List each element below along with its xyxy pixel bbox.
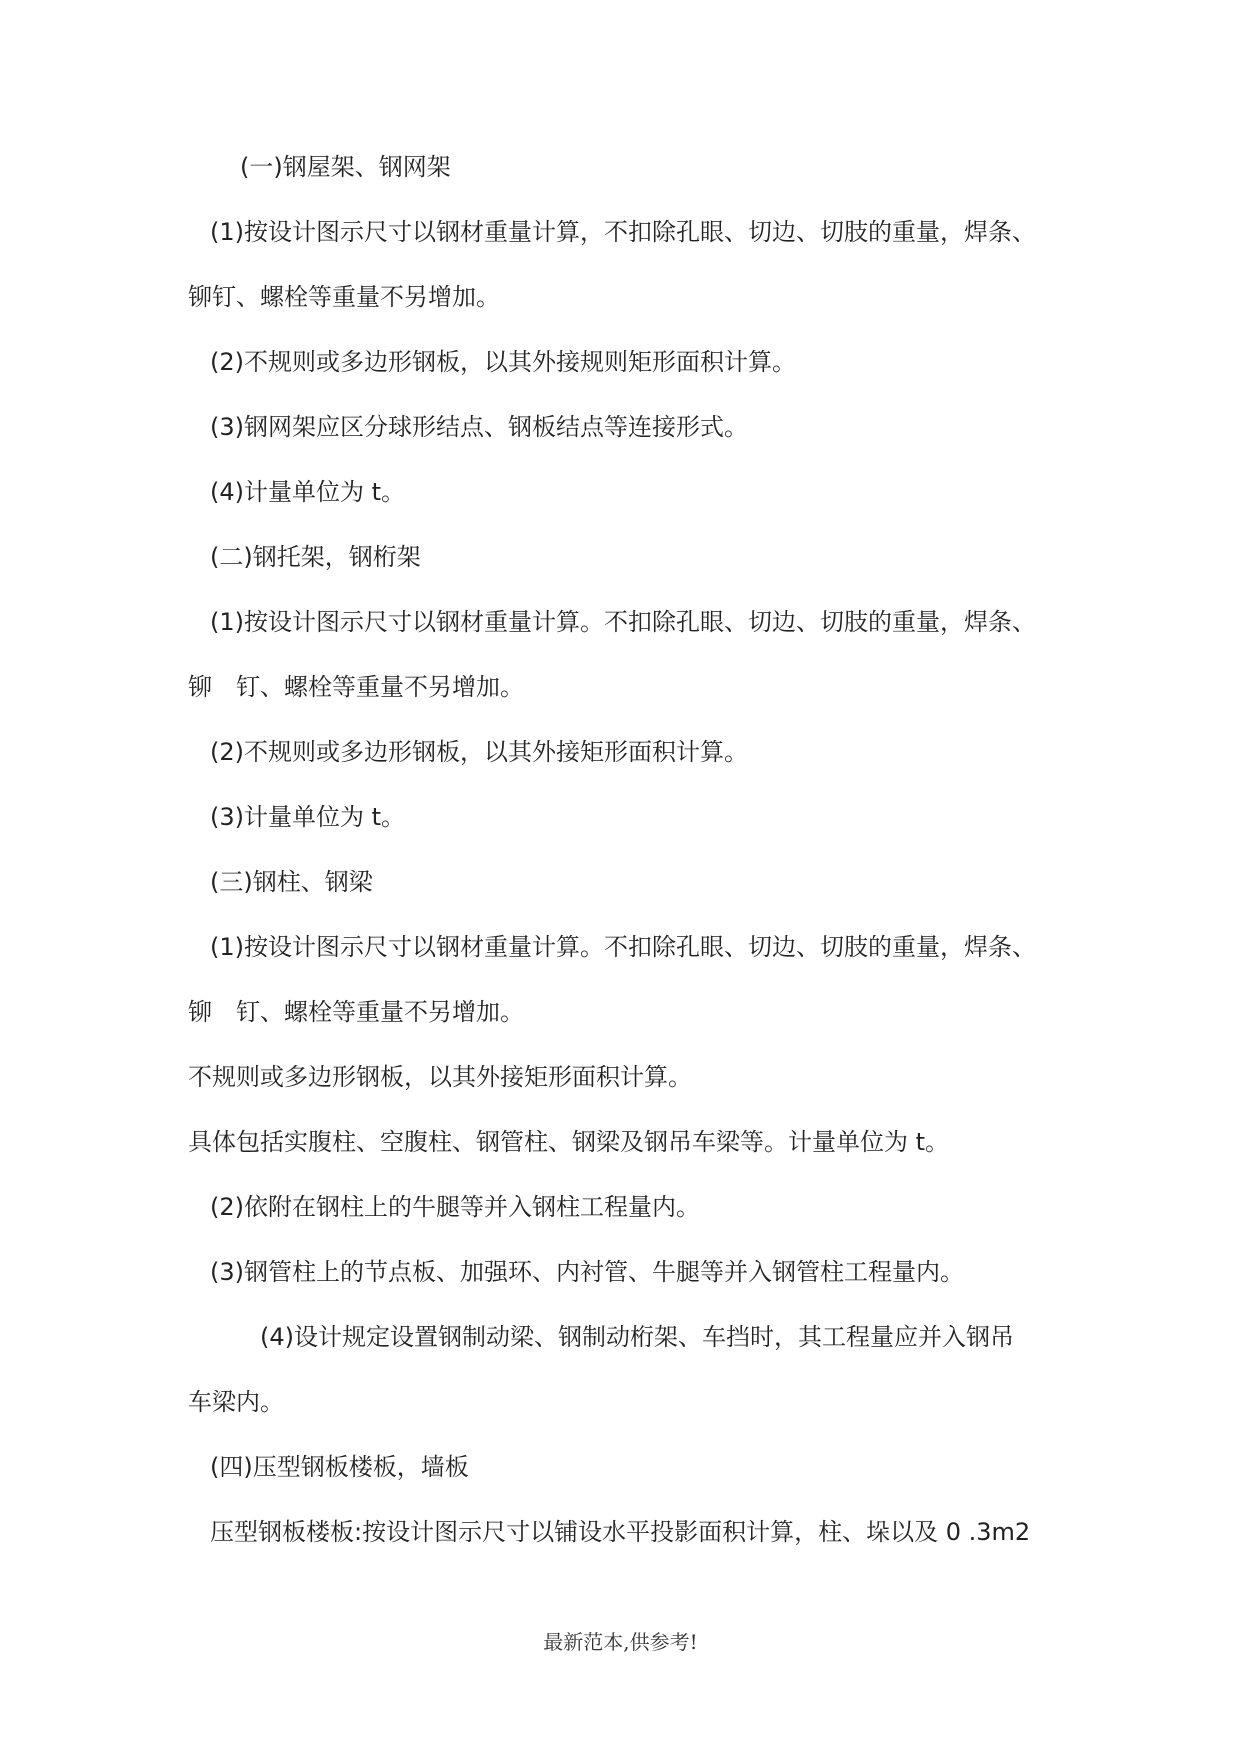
paragraph-line: 铆钉、螺栓等重量不另增加。: [188, 283, 500, 311]
paragraph-line: (1)按设计图示尺寸以钢材重量计算。不扣除孔眼、切边、切肢的重量，焊条、: [210, 933, 1036, 961]
paragraph-line: 铆 钉、螺栓等重量不另增加。: [188, 998, 524, 1026]
section-heading-4: (四)压型钢板楼板，墙板: [210, 1453, 469, 1481]
page-footer: 最新范本,供参考!: [543, 1630, 698, 1654]
paragraph-line: 具体包括实腹柱、空腹柱、钢管柱、钢梁及钢吊车梁等。计量单位为 t。: [188, 1128, 950, 1156]
paragraph-line: (1)按设计图示尺寸以钢材重量计算。不扣除孔眼、切边、切肢的重量，焊条、: [210, 608, 1036, 636]
paragraph-line: (3)计量单位为 t。: [210, 803, 406, 831]
section-heading-1: (一)钢屋架、钢网架: [240, 153, 451, 181]
paragraph-line: (2)不规则或多边形钢板，以其外接矩形面积计算。: [210, 738, 748, 766]
paragraph-line: 压型钢板楼板:按设计图示尺寸以铺设水平投影面积计算，柱、垛以及 0 .3m2: [210, 1518, 1031, 1546]
paragraph-line: 车梁内。: [188, 1388, 284, 1416]
paragraph-line: 不规则或多边形钢板，以其外接矩形面积计算。: [188, 1063, 692, 1091]
paragraph-line: (2)依附在钢柱上的牛腿等并入钢柱工程量内。: [210, 1193, 700, 1221]
section-heading-2: (二)钢托架，钢桁架: [210, 543, 421, 571]
paragraph-line: (3)钢管柱上的节点板、加强环、内衬管、牛腿等并入钢管柱工程量内。: [210, 1258, 964, 1286]
paragraph-line: (1)按设计图示尺寸以钢材重量计算，不扣除孔眼、切边、切肢的重量，焊条、: [210, 218, 1036, 246]
section-heading-3: (三)钢柱、钢梁: [210, 868, 373, 896]
paragraph-line: 铆 钉、螺栓等重量不另增加。: [188, 673, 524, 701]
paragraph-line: (4)设计规定设置钢制动梁、钢制动桁架、车挡时，其工程量应并入钢吊: [260, 1323, 1014, 1351]
paragraph-line: (4)计量单位为 t。: [210, 478, 406, 506]
paragraph-line: (2)不规则或多边形钢板，以其外接规则矩形面积计算。: [210, 348, 796, 376]
paragraph-line: (3)钢网架应区分球形结点、钢板结点等连接形式。: [210, 413, 748, 441]
